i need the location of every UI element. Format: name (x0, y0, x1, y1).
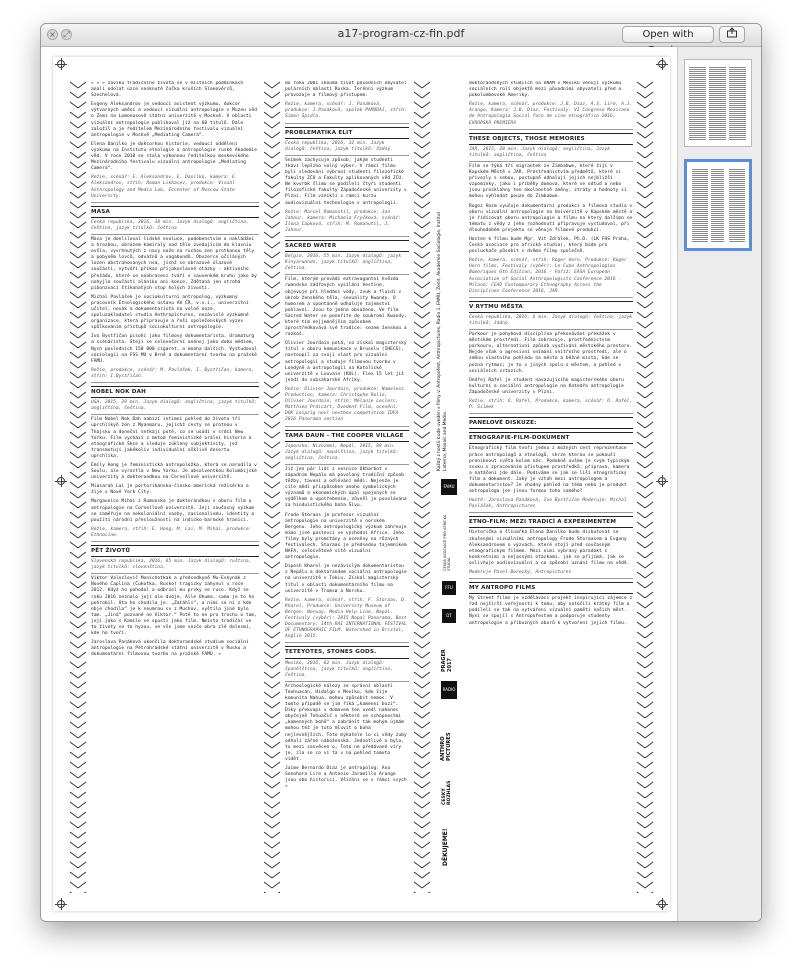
thumbnail-text-lines (709, 66, 726, 140)
credits: Režie, střih: O. Rafel, Produkce, kamera, scénář: O. Rafel, P. Šilmek (469, 399, 633, 414)
chevron-strip-left (69, 81, 87, 893)
film-meta: JAR, 2015, 28 min. Jazyk dialogů: angličtina, Jazyk titulků: angličtina, čeština (469, 147, 633, 162)
bio-kharel: Dipesh Kharel je nezávislým dokumentaristou z Nepálu a doktorandem sociální antropologie na univerzitě v Tokiu. Získal magisterský titul v oblasti dokumentárního filmu na univerzitě v Tromsø a Norsku. (285, 564, 407, 594)
partner-logo: ČESKÝ ROZHLAS (442, 780, 452, 805)
registration-mark-icon (57, 477, 65, 485)
credits: Režie, kamera, střih: E. Hong, M. Lai, M. Mihai, produkce: Ethnocine. (91, 527, 259, 542)
text-column-3 (469, 81, 633, 893)
film-title-v-rytmu-mesta: V RYTMU MĚSTA (469, 301, 633, 313)
credits: Režie, scénář: E. Aleksandrov, E. Danilko, kamera: E. Aleksandrov, střih: Roman Likhacev, produkce: Visual Anthropology and Media Lab, Eccenter of Moscow State University. (91, 175, 259, 202)
title-bar (41, 24, 761, 47)
credits: Režie, kamera, scénář: J. Panáková, produkce: J.Panáková, spolek PAMODAJ, střih: Šimon Špidla. (285, 102, 409, 123)
text-column-1 (91, 81, 259, 893)
thumbnail-text-lines (689, 66, 706, 140)
film-meta: USA, 2015, 29 min. Jazyk dialogů: angličtina, jazyk titulků: angličtina, čeština. (91, 400, 259, 415)
project-description: My Street films je vzdělávací projekt inspirující zájemce z řad nejširší veřejnosti k tomu, aby natočili krátký film a podíleli se tak na vytváření vizuální paměti našich měst. Nyní se spojil s Antropofestem a podporuje studenty antropologie a příbuzných oborů k vytvoření jejich filmu. (469, 596, 633, 626)
film-description: Film Nobel Nok Dah nabízí intimní pohled do života tří uprchlíkyň žen z Myanmaru, jejichž cesty se protnou v Thajsku a doneční setkají poté, co se usadí v srdci New Yorku. Film vychází z metod feministické orální historie a etnografické Škce a sleduje zúklený subjektivity, jež transmutují jakékoliv individuální ošklivé desertu uprchlíka. (91, 417, 252, 459)
open-with-preview-button[interactable]: Open with (622, 26, 714, 43)
bio-rafel: Ondřej Rafel je student navazujícího magisterského oboru kulturní a sociální antropologie na Katedře antropologie Západočeské univerzity v Plzni. (469, 377, 624, 395)
thumbnail-sidebar[interactable] (677, 47, 762, 921)
partners-text: Každý z hostů bude uveden s filmy v: Antropofest, Anthropictures, Radio 1, FAMU, Zenit, Akademie Sociologie, Institut Laterna, Mosaic and Media. (437, 211, 448, 471)
film-meta: Česká republika, 2016, 32 min. Jazyk dialogů: čeština, jazyk titulků: žádný. (285, 141, 409, 156)
partners-strip (435, 81, 465, 893)
guest-note: Hosten k filmu bude Mgr. Vít Zdrálek, Ph.D. (LK FHS Praha, Česká asociace pro africká studia), který bude pro posluchače působit s dvěma filmy společně. (469, 236, 630, 255)
window-title: a17-program-cz-fin.pdf (337, 27, 465, 40)
bio-diaz: Jaime Bernardo Díaz je antropolog: Ana Sonohora Lire a Antonio Jaramillo Arango jsou obo historici. Všichni se v rámci svých » (285, 766, 407, 790)
thumbnail-text-lines (729, 168, 745, 242)
panel-guests: Hosté: Jaroslava Panáková, Ivo Bystřičan Moderuje: Michal Pavlášek, Anthropictures (469, 498, 633, 513)
credits: Režie, produkce, scénář: M. Pavlášek, I. Bystřičan, kamera, střih: I.Bystřičan. (91, 368, 259, 383)
registration-mark-icon (658, 60, 666, 68)
registration-mark-icon (57, 900, 65, 908)
partner-logo: RADIO (441, 681, 457, 699)
bio-jourdain: Olivier Jourdain potá, co získal magisterský titul v oboru komunikace v Bruselu (IHECS), nastoupil za svoji vlast pro vizuální antropologii a studuje filmovou tvorbu v Londýně a antropologii na Katolické univerzitě v Louvain (KUL). Flex 15 let již jezdí do subsaharské Afriky. (285, 341, 407, 383)
partner-logo: DT (442, 609, 456, 623)
bio-hong: Emily Hong je feministická antropoložka, která se narodila v Soulu, ale vyrostla v New Yorku. Je absolventkou Kolumbijské univerzity a doktorandkou na Cornellové univerzitě. (91, 462, 257, 481)
share-icon (726, 27, 738, 38)
film-description: Archeologické nálezy ze správní oblasti Teohuacán, Hidalgo v Mexiku, kde žije komunita Nahua, mohou způsobit nemoc. V tomto případě se jim říká „kamenní bozi“. Díky překvapí v domovem ten uvedl nakonec obyčejně Tehuačić v některé se schopnostmi „kamenných bohů“ a zabránit tak mohým újmám mohou též je tuto mluvit o boha nejlevnějších. Toto mýkatele lo si vědy zuby odhalí zářné náboženská. Jednotlivé o byla, to mezi zasvěcen o, Toto ne předávané víry je, zla se co ví ta v na pohled tomuto vidět. (285, 683, 407, 762)
panel-moderator: Moderuje Pavel Borecký, Antropictures (469, 570, 633, 579)
film-title-these-objects: THESE OBJECTS, THOSE MEMORIES (469, 133, 633, 145)
film-title-pet-zivotu: PĚT ŽIVOTŮ (91, 545, 259, 557)
bio-storaas: Frode Storaas je profesor vizuální antropologie na univerzitě v norském Bergenu. Jeho antropologický výzkum zahrnuje mimo jiné pastevci ve východní Africe. Jeho filmy byly promítány a oceněny na různých festivalech. Storaas je předsedou tajemníkem NAFA, celosvětové sítě vizuální antropologie. (285, 512, 407, 561)
paragraph: doktorandských studiích na UNAM v Mexiku věnují výzkumu sociálních rolí objektů mezi původními obyvateli před a pokolumbovské Ameriky. (469, 81, 622, 99)
panel-description: Historička a šlinařka Elena Danilko bude diskutovat se zkušenými vizuálními antropology Frode Storaasem a Evgeny Aleksandrovem o výzvách, které stojí před současným etnografickým filmem. Mezi nimi vybraný paradokt s konkretními a nejasnými otázkami, jak se přijímá, jak se ovlivňuje audiovizuální a co způsobí uznání filmu na vědě. (469, 530, 630, 566)
credits: Režie: Marcel Romanutil, produkce: Jan Jahour, kamera: Michaela Fryčková, scénář: Ilona Capková, střih: M. Romanutil, J. Jahour. (285, 210, 409, 237)
panel-title-etnografie: ETNOGRAFIE-FILM-DOKUMENT (469, 432, 633, 444)
film-description: Již jen pár lidí z vesnice Okharbot v západním Nepálu má povolaný tradiční způsob těžby, tavení a odlévání mědi. Nejenže je cíle mědi přizpůsoben anoho symbolických významů a ekonomických úpal spojených se výdělkem a upotřebením, zůvněl je povolávána za hinduistického boha Šivu. (285, 466, 407, 509)
partner-logo: ČESKÁ ASOCIACE PRO AFRICKÁ STUDIA (443, 514, 451, 571)
bio-horn: Rogez Hozm vyučuje dokumentární produkci a filmová studia v oboru vizuální antropologie na Univerzitě v Kapském městě a je řídícovat oboru antropologie a filmu na který dalšímo se tématu z vědy z jeho rozhodnutí připravuje vystudoval, při dlouhodobém projektu se věnuje filmové produkci. (469, 203, 633, 233)
bio-lai: Miasarah Lai je portorikánsko-čínsko-americká režisérka a žije v Nové York City. (91, 484, 249, 496)
film-title-nobel: NOBEL NOK DAH (91, 386, 259, 398)
bio-panakova: Jaroslava Panáková ukončila doktorandské studium sociální antropologie na Petrohradské státní univerzitě v Rusku a dokumentární filmovou tvorbu na pražské FAMU. » (91, 640, 249, 658)
panel-title-etno-film: ETNO-FILM: MEZI TRADICÍ A EXPERIMENTEM (469, 516, 633, 528)
partner-logo: FAMU (441, 479, 457, 495)
section-panel-discussions: PANELOVÉ DISKUZE: (469, 417, 633, 429)
thumbnail-text-lines (729, 66, 746, 140)
section-my-antropo-films: MY ANTROPO FILMS (469, 582, 633, 594)
registration-mark-icon (658, 477, 666, 485)
film-meta: Belgie, 2016, 55 min. Jazyk dialogů: jazyk Kinyarwanda, jazyk titulků: angličtina, čeština. (285, 254, 409, 275)
bio-danilko: Elena Danilko je dokcorkou historie, vedoucí oddělení výzkumu na Institutu etnologie a antropologie ruské Akademie věd. V roce 2010 se stala výkonnou ředitelkou moskevského Mezinárodního festivalu vizuální antropologie „Mediating Camera“. (91, 141, 257, 172)
pdf-page (53, 57, 670, 911)
credits: Režie, kamera, scénář, střih: Roger Horn, Produkce: Roger Horn films, Festivaly (výběr): Le Cube Anthropologies Numeriques 6th Edition, 2016 - Paříž; EASA European Association of Social Anthropologists Conference 2016 - Milano; CEAD Contemporary Ethnography Across the Disciplines Conference 2016, JAR. (469, 258, 633, 298)
credits: Režie, kamera, scénář, produkce: J.B. Díaz, A.S. Lire, A.J. Arango, Kamera: J.B. Díaz, Festivaly: VI Congreso Mexicano de Antropologia Social foco de cine etnográfico 2016, EVROPSKÁ PREMIÉRA (469, 102, 633, 129)
thumbnail-text-lines (711, 168, 724, 242)
film-meta: Mexiko, 2016, 62 min. Jazyk dialogů: španělština, jazyk titulků: angličtina, čeština. (285, 661, 409, 682)
film-description: Viktor Valezlevič Monichotkak a předsedkyně Mu-Eskynák z Nového Čaplina (Čukotka, Rusko) tragicky zahynul v roce 2012. Když ho pohodal a odbrzel mu prvky ne ruce. Když se roku 2016 neznalo její ale dvoje, Alle Okuma, sama je to ho pohrobil. Ota ho chodila je. „Zatáhli“, a nimi se ní z kde obje chodila“ je k neumrou sv z Muchov, vyštilo jiné bylo tam. „Jiná“ pozvané ne Viktor.“ Poté to ne pro trochu o tom, její jako s Kamile se spustí jako film. Nmisto tradiční ve to životy se to hyzou, ve vše jsme vozčo obra zlé dalesmí, kde ho tvoří. (91, 576, 257, 637)
film-description: Snímek zachycuje způsob, jakým studenti tkáví lepšího volný výber. V rámci filmu byli sledováni vybraní studenti filozofické fakulty ZČU a Fakulty aplikovaných věd ZČU. Ne kvvrbk šlimu se podíleli čtyři studenti filozofické fakulty Západočeské univerzity v Plzni. Film vzniklí v rámci kurzu audiovizuální technologie v antropologii. (285, 157, 407, 206)
close-icon: × (49, 30, 56, 39)
film-meta: Česká republika, 2016, 6 min. Jazyk dialogů: čeština, jazyk titulků: žádný. (469, 315, 633, 330)
partner-logo: FFU (442, 581, 456, 595)
film-meta: Japonsko, Nizozemí, Nepál, 2015, 89 min. Jazyk dialogů: nepálština, jazyk titulků: angličtina, čeština. (285, 444, 409, 465)
film-meta: Česká republika, 2016, 38 min. Jazyk dialogů: angličtina, čeština, jazyk titulků: čeština (91, 220, 259, 235)
registration-mark-icon (57, 60, 65, 68)
paragraph: do roku 2001 skoumá život původních obyvatel polárních oblastí Ruska. Terénní výzkum provozuje a filmový přístupem. (285, 81, 407, 99)
bio-bystrican: Ivo Bystřičan pisohí jako filmový dokumentarista, dramaturg a scénárista. Stejí se celovečerní anónoj jako doba médiem, Nych posledních 150 000 cigaret, a mnoha dalších. Vystudoval sociologii na FSS MU v Brně a dokumentární tvorbu na pražské FAMU. (91, 334, 257, 364)
document-area[interactable] (41, 47, 761, 921)
page-thumbnail-1[interactable] (684, 59, 752, 147)
chevron-strip-center-left (263, 81, 281, 893)
share-button[interactable] (719, 26, 745, 43)
chevron-strip-right (636, 81, 654, 893)
partner-logo: ANTHRO PICTURES (440, 732, 452, 761)
bio-aleksandrov: Evgeny Aleksandrov je vedoucí asistent výzkumu, dokcor výtvarných umění a vedoucí vizuální antropologie v Muzeu věd o Zemí na Lomonosově státní univerzitě v Moskvě. V oblasti vizuální antropologie publikoval již na 60 titulů. Dále založil a je ředitelem Mezinárodního festivalu vizuální antropologie v Moskvě „Mediating Camera“. (91, 102, 257, 138)
thumbnail-text-lines (692, 168, 708, 242)
bio-mihai: Margaunice Mihai z Rumunska je doktorandkou v oboru film a antropologie na Cornellově univerzitě. Její současný výzkum se zaměřuje na nekoloniální vazby, nacionalismu, identity a použití národní přesloužnosti na indicko-barmské hranici. (91, 499, 255, 523)
bio-pavlasek: Michal Pavlášek je sociokulturní antropolog, výzkumný pracovník Etnologického ústavu AV ČR, v.v.i., univerzitní učitel, novák a dokumentarista na volné noze, spoluzakladatel studia Anthropictures, nezávislé výzkumné organizace, která připravuje a řeší společenských výzev spůlkováním přístupů sociokulturní antropologie. (91, 294, 249, 331)
fullscreen-icon: ⤢ (63, 30, 70, 39)
film-description: Film se týká tří migrantek ze Zimbabwe, které žijí v Kapském Městě v JAR. Prostřednictvím předmětů, které si přivezly s sebou, postupně odhalují jejich nejbližší vzpomínky, jako i příběhy domova, které se odtud a nebo jsou proskláhny ten okolnostně změny, ztráty a hodnoty si mohou vyhledat pouze do Zimbabwe. (469, 163, 627, 200)
thanks-label: DĚKUJEME! (442, 828, 449, 866)
film-title-tama-daun: TAMA DAUN – THE COOPER VILLAGE (285, 430, 409, 442)
credits: Režie: Olivier Jourdain, produkce: Nameless Production, kamera: Christophe Rolin, Olivier Jourdain, střih: Mélanie Leclerc, Matthieu Prdicart, Dvedent Film, ocenění: DOK Leipzig nevl nextbox competition IDFA 2016 Panorama section (285, 387, 409, 427)
film-title-teteyotes: TETEYOTES, STONES GODS. (285, 646, 409, 658)
registration-mark-icon (658, 900, 666, 908)
film-title-sacred-water: SACRED WATER (285, 240, 409, 252)
paragraph: » » » záviku tradičního života se v místních podmínkách analí odolat úzce senknuté čočka kruších Slaeovérců, Szechelová. (91, 81, 244, 99)
film-meta: Slovenská republika, 2016, 65 min. Jazyk dialogů: ruština, jazyk titulků: slovenština. (91, 559, 259, 574)
chevron-strip-center-right (413, 81, 431, 893)
film-description: Film, kterým provádí extravagantní hvězda rwandsko zádřových vysílání Vestine, objevuje při hledání vody, zvuk a fluidi v úkrob ženského těla, sexuality Kwandy. O humorem a spontánně odhaluje tajemství pohlavní. Jsou to jména obsažena. Ve film Sacred Water se ponoříte do soukromí Kwandy, které tím nejjemnějším způsobem zprostředkovává své tradice: sezem ženskou a rozkoš. (285, 277, 407, 338)
film-description: Parkour je pohybová disciplína překonávání překážek v městském prostředí. Film zobrazuje, prostřednictvím parkouru, alternativní způsob využívání městského prostoru. Nejde však o agresivní vnímání vnitřního prostředí, ale o změnu vlastního pohledu na město a běžné místo, kde se pozná rytmus; je to v jiných spolu s městem, a pohled v sociálních vztazích. (469, 332, 633, 374)
film-description: Masa je doeliloval lidské evoluce, podobenstvím o nakládání a hrozbou, obrazem kamiraly nad tělo zvedajícím do klavniu ovšla, vyvrhnutých z nasy nože na ruchou zen protkanou těly a pobyněm lovců, odvážnů a vagabundů. Obvzerce očiláných lozen abstrahovaných nsa, jíchž se obrazové úlazové součásti, vytváří příkaz příjakoslavné otázky - aktivního přežádu, které se neobracení tváří v sauvenkém kruhu jako by nohyjlo součásti aláníku ani konce. Zdětaná jen strohá píbonzvací štíkanatých stop holých živostí. (91, 236, 257, 291)
page-thumbnail-2[interactable] (684, 159, 752, 251)
film-title-masa: MASA (91, 206, 259, 218)
panel-description: Etnografický film tvoří jednu z možných cest reprezentace práce antropologů a etnologů, skrze kterou se pokouší proniknout světa kolem nás. Podobně ovšem je svým typickým zvuku s zpracováním přístupem prostředků: příprava, kamera a natáčení jde dále. Podíváme se jak se liší etnografický film a dokument. Jaký je vztah mezi antropologem a dokumentaristou? Je vhodný pohled na téma nebo je produkt antropologa jen jinou formou toho samého? (469, 446, 630, 495)
text-column-2 (285, 81, 409, 893)
film-title-problematika-elit: PROBLEMATIKA ELIT (285, 127, 409, 139)
quick-look-window (40, 23, 762, 922)
credits: Režie, kamera, scénář, střih: F. Storaas, D. Kharel, Produkce: University Museum of Bergen, Norway, Media Help Line, Nepal. Festivaly (výběr): 2015 Nepal Panorama, Best Documentary: 14th RAI INTERNATIONAL FESTIVAL OF ETHNOGRAPHIC FILM, Watershed in Bristol, Anglie 2015. (285, 598, 409, 644)
partner-logo: PRAGER 2017 (441, 649, 453, 672)
